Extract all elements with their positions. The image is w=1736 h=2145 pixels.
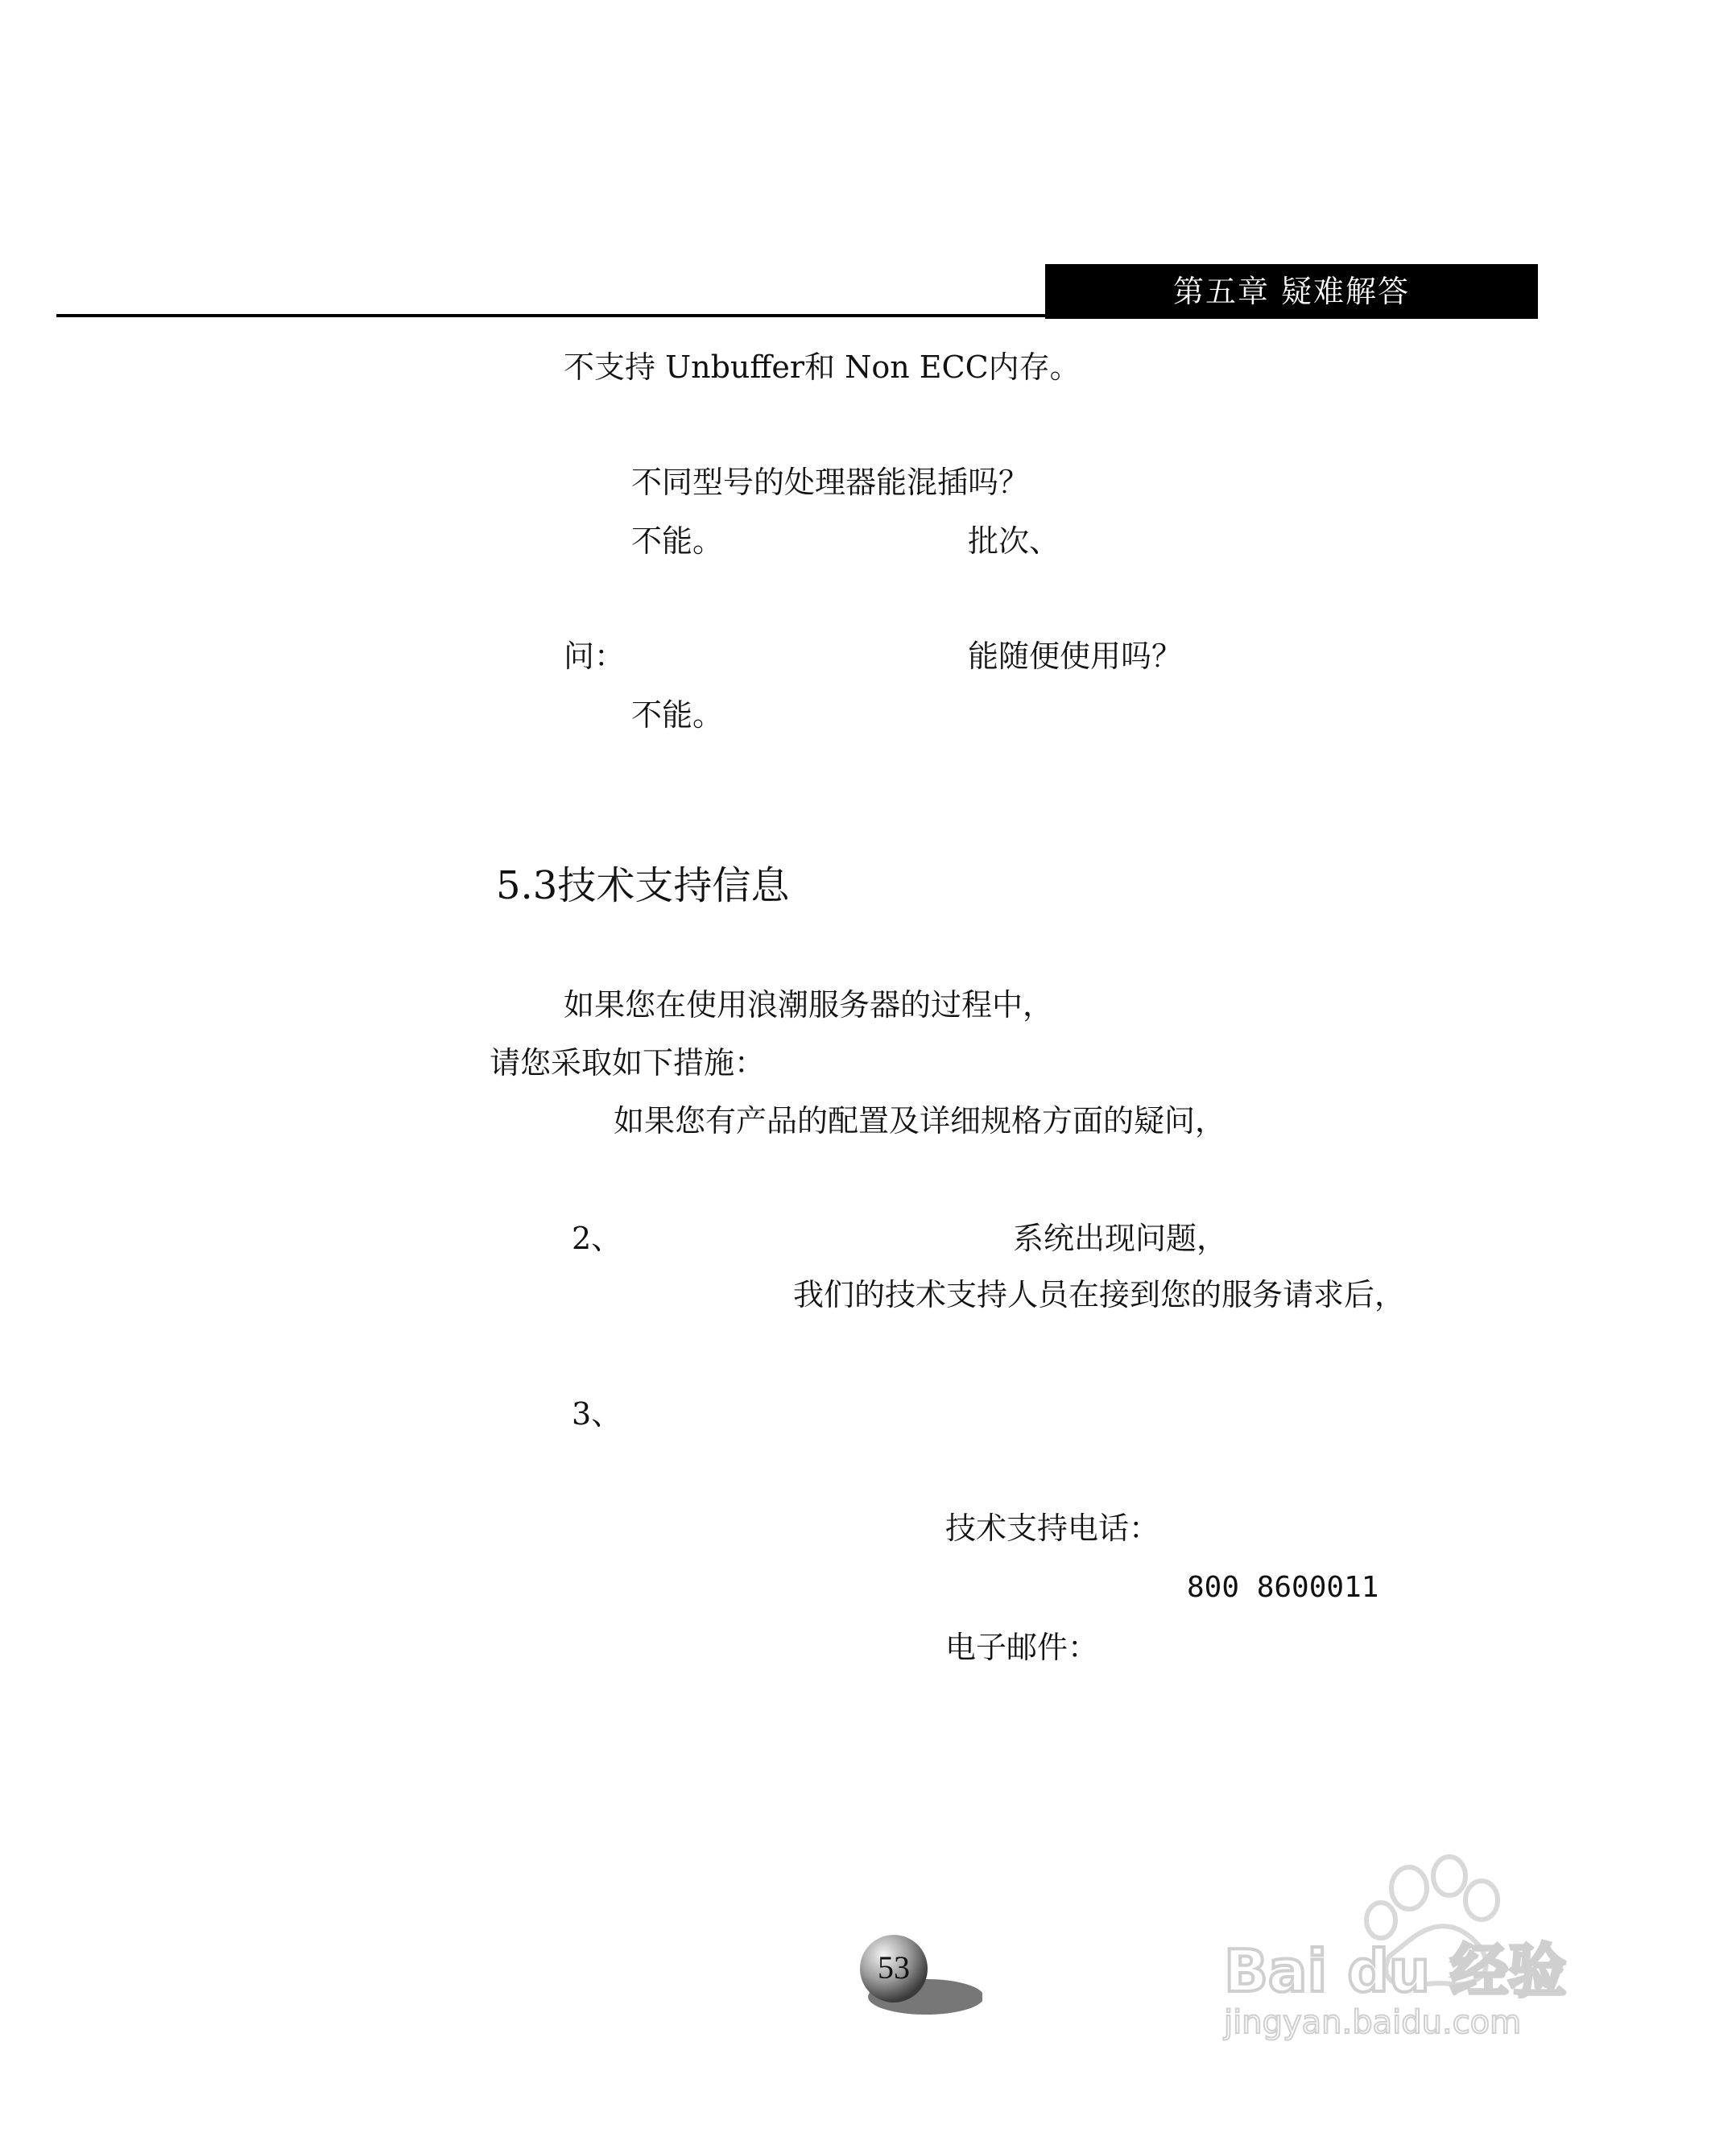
answer-batch-fragment: 批次、 [968,523,1060,559]
watermark-url: jingyan.baidu.com [1224,2004,1522,2041]
section-title: 5.3技术支持信息 [496,863,790,908]
paragraph-measures: 请您采取如下措施： [490,1045,766,1081]
email-label: 电子邮件： [945,1630,1099,1665]
page-number-badge [837,1932,982,2021]
item-3-number: 3、 [572,1396,622,1432]
item-2-text: 系统出现问题， [1013,1221,1228,1256]
question-label: 问： [564,639,626,674]
page-number: 53 [878,1949,910,1986]
chapter-header: 第五章 疑难解答 [1045,264,1538,319]
memory-note: 不支持 Unbuffer和 Non ECC内存。 [564,349,1081,385]
phone-label: 技术支持电话： [945,1511,1160,1546]
question-usage: 能随便使用吗？ [968,639,1183,674]
answer-usage: 不能。 [631,697,724,733]
paragraph-config-question: 如果您有产品的配置及详细规格方面的疑问， [614,1103,1226,1139]
watermark-brand: Bai du 经验 [1224,1937,1567,2005]
answer-cpu-mix: 不能。 [631,523,724,559]
paragraph-intro: 如果您在使用浪潮服务器的过程中， [564,987,1054,1023]
phone-number: 800 8600011 [1187,1571,1379,1604]
item-2-continuation: 我们的技术支持人员在接到您的服务请求后， [793,1277,1406,1312]
question-cpu-mix: 不同型号的处理器能混插吗？ [631,465,1030,500]
header-rule [56,314,1047,317]
item-2-number: 2、 [572,1221,622,1256]
baidu-jingyan-watermark [1208,1844,1659,2045]
